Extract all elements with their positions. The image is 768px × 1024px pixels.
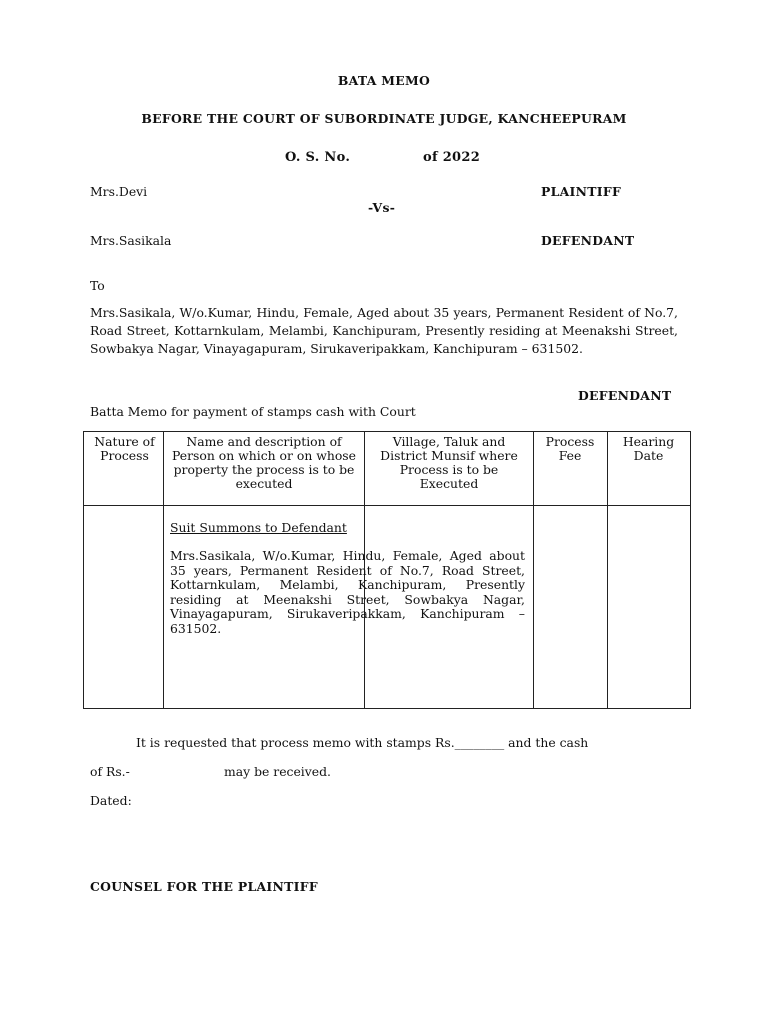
counsel-signature-line: COUNSEL FOR THE PLAINTIFF bbox=[90, 879, 318, 894]
document-title: BATA MEMO bbox=[337, 73, 431, 88]
defendant-name: Mrs.Sasikala bbox=[90, 233, 172, 248]
summons-description: Mrs.Sasikala, W/o.Kumar, Hindu, Female, Aged about 35 years, Permanent Resident of No.7, Road Street, Kottarnkulam, Melambi, Kanchipuram, Presently residing at Meenakshi Street, Sowbakya Nagar, Vinayagapuram, Sirukaveripakkam, Kanchipuram – 631502. bbox=[170, 548, 525, 636]
header-hearing-date: Hearing Date bbox=[622, 434, 675, 463]
plaintiff-role: PLAINTIFF bbox=[541, 184, 622, 199]
memo-caption: Batta Memo for payment of stamps cash with Court bbox=[90, 404, 416, 419]
court-heading: BEFORE THE COURT OF SUBORDINATE JUDGE, KANCHEEPURAM bbox=[141, 111, 627, 126]
request-line-2-suffix: may be received. bbox=[224, 764, 331, 779]
request-line-2-prefix: of Rs.- bbox=[90, 764, 130, 779]
header-name-description: Name and description of Person on which or on whose property the process is to be executed bbox=[172, 434, 356, 491]
header-nature-of-process: Nature of Process bbox=[94, 434, 155, 463]
defendant-role: DEFENDANT bbox=[541, 233, 635, 248]
os-number-label: O. S. No. bbox=[285, 150, 351, 165]
address-role: DEFENDANT bbox=[578, 388, 672, 403]
versus-label: -Vs- bbox=[368, 200, 396, 215]
request-line-1: It is requested that process memo with stamps Rs.________ and the cash bbox=[136, 735, 589, 750]
summons-title: Suit Summons to Defendant bbox=[170, 520, 347, 535]
to-label: To bbox=[90, 278, 105, 293]
defendant-address: Mrs.Sasikala, W/o.Kumar, Hindu, Female, Aged about 35 years, Permanent Resident of No.7, Road Street, Kottarnkulam, Melambi, Kanchipuram, Presently residing at Meenakshi Street, Sowbakya Nagar, Vinayagapuram, Sirukaveripakkam, Kanchipuram – 631502. bbox=[90, 305, 678, 356]
header-process-fee: Process Fee bbox=[545, 434, 595, 463]
header-village-taluk: Village, Taluk and District Munsif where Process is to be Executed bbox=[380, 434, 518, 491]
dated-label: Dated: bbox=[90, 793, 132, 808]
os-year: of 2022 bbox=[423, 150, 481, 165]
plaintiff-name: Mrs.Devi bbox=[90, 184, 148, 199]
process-table bbox=[83, 431, 691, 709]
